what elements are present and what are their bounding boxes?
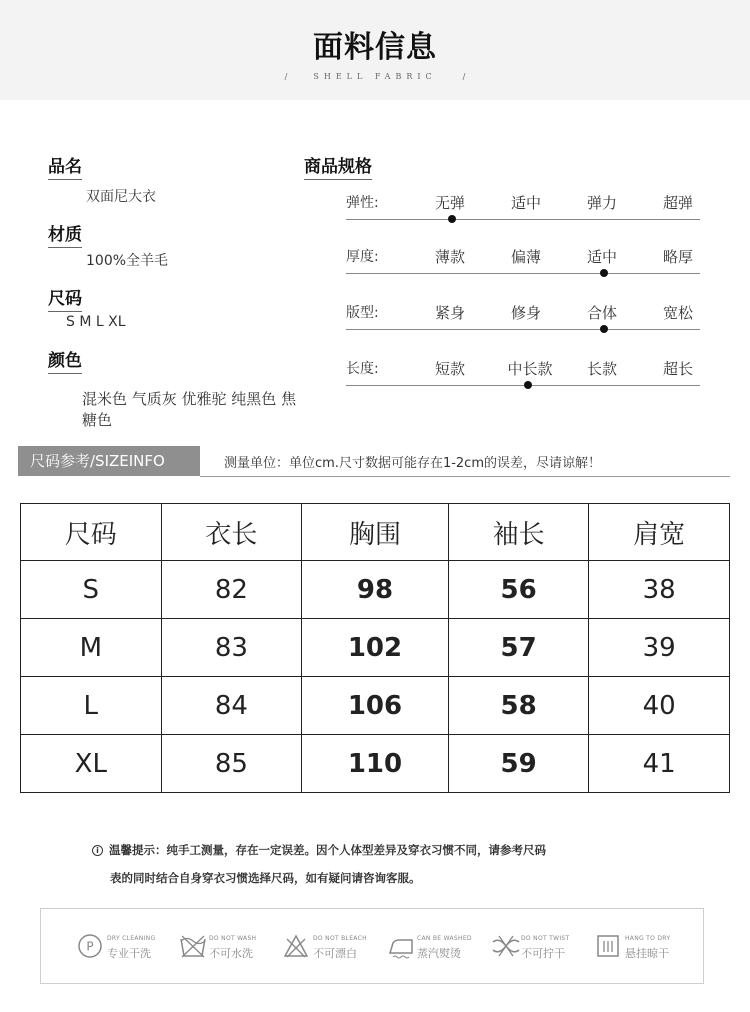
spec-option: 修身 [510, 304, 542, 322]
table-cell: XL [21, 735, 162, 793]
table-cell: 84 [161, 677, 302, 735]
table-cell: 82 [161, 561, 302, 619]
size-ref-divider [200, 476, 730, 477]
spec-option: 偏薄 [510, 248, 542, 266]
spec-name: 长度: [346, 361, 379, 377]
table-cell: M [21, 619, 162, 677]
table-cell: 41 [589, 735, 730, 793]
info-icon: i [92, 845, 103, 856]
care-en: DRY CLEANING [107, 935, 156, 942]
spec-option: 弹力 [586, 194, 618, 212]
table-row [21, 619, 730, 677]
spec-option: 无弹 [434, 194, 466, 212]
table-cell: 57 [448, 619, 589, 677]
color-value: 混米色 气质灰 优雅驼 纯黑色 焦糖色 [82, 390, 297, 429]
care-zh: 不可漂白 [313, 947, 357, 960]
material-value: 100%全羊毛 [86, 253, 169, 269]
table-cell: 102 [302, 619, 449, 677]
table-cell: 40 [589, 677, 730, 735]
table-header-row [21, 504, 730, 561]
spec-row-length [346, 358, 702, 398]
color-label: 颜色 [48, 346, 82, 371]
table-cell: 106 [302, 677, 449, 735]
spec-option: 超弹 [662, 194, 694, 212]
subtitle-text: SHELL FABRIC [313, 72, 437, 81]
tip-text-2: 表的同时结合自身穿衣习惯选择尺码，如有疑问请咨询客服。 [110, 871, 421, 885]
table-cell: 83 [161, 619, 302, 677]
spec-name: 弹性: [346, 195, 379, 211]
spec-name: 厚度: [346, 249, 379, 265]
care-en: DO NOT WASH [209, 935, 257, 942]
spec-option: 薄款 [434, 248, 466, 266]
table-cell: 38 [589, 561, 730, 619]
care-en: DO NOT BLEACH [313, 935, 367, 942]
care-en: CAN BE WASHED [417, 935, 472, 942]
table-header-cell: 胸围 [302, 504, 449, 561]
hang-dry-icon [595, 933, 621, 959]
care-en: DO NOT TWIST [521, 935, 570, 942]
spec-option: 宽松 [662, 304, 694, 322]
size-table [20, 503, 730, 793]
table-cell: 110 [302, 735, 449, 793]
table-header-cell: 衣长 [161, 504, 302, 561]
subtitle-slash-left: / [284, 72, 288, 81]
spec-option: 略厚 [662, 248, 694, 266]
care-instructions [40, 908, 704, 984]
spec-selected-dot [524, 381, 532, 389]
spec-selected-dot [448, 215, 456, 223]
dry-clean-icon [77, 933, 103, 959]
spec-scale-line [346, 385, 700, 386]
table-header-cell: 尺码 [21, 504, 162, 561]
size-ref-label: 尺码参考/SIZEINFO [18, 446, 200, 476]
spec-scale-line [346, 273, 700, 274]
table-cell: S [21, 561, 162, 619]
spec-option: 短款 [434, 360, 466, 378]
size-value: S M L XL [66, 314, 126, 330]
spec-option: 适中 [510, 194, 542, 212]
iron-icon [387, 933, 415, 959]
table-row [21, 735, 730, 793]
table-header-cell: 肩宽 [589, 504, 730, 561]
spec-title: 商品规格 [304, 152, 372, 177]
tip-line-1 [92, 842, 546, 858]
size-ref-note: 测量单位：单位cm.尺寸数据可能存在1-2cm的误差，尽请谅解！ [224, 456, 601, 471]
material-label: 材质 [48, 220, 82, 245]
tip-text-1: 温馨提示：纯手工测量，存在一定误差。因个人体型差异及穿衣习惯不同，请参考尺码 [109, 843, 546, 857]
spec-option: 超长 [662, 360, 694, 378]
do-not-wash-icon [179, 933, 207, 959]
name-value: 双面尼大衣 [86, 189, 156, 205]
page-header [0, 0, 750, 100]
care-en: HANG TO DRY [625, 935, 671, 942]
spec-name: 版型: [346, 305, 379, 321]
spec-scale-line [346, 329, 700, 330]
table-header-cell: 袖长 [448, 504, 589, 561]
table-cell: L [21, 677, 162, 735]
spec-selected-dot [600, 325, 608, 333]
spec-option: 适中 [586, 248, 618, 266]
do-not-twist-icon [491, 933, 521, 959]
care-zh: 专业干洗 [107, 947, 151, 960]
care-zh: 不可水洗 [209, 947, 253, 960]
spec-scale-line [346, 219, 700, 220]
table-row [21, 677, 730, 735]
table-row [21, 561, 730, 619]
name-label: 品名 [48, 152, 82, 177]
table-cell: 58 [448, 677, 589, 735]
spec-option: 紧身 [434, 304, 466, 322]
size-label: 尺码 [48, 284, 82, 309]
page-subtitle [0, 72, 750, 81]
table-cell: 85 [161, 735, 302, 793]
svg-text:P: P [86, 939, 94, 954]
spec-row-thickness [346, 246, 702, 286]
spec-option: 长款 [586, 360, 618, 378]
spec-row-elasticity [346, 192, 702, 232]
table-cell: 98 [302, 561, 449, 619]
page-title: 面料信息 [313, 30, 437, 65]
table-cell: 39 [589, 619, 730, 677]
table-cell: 56 [448, 561, 589, 619]
spec-selected-dot [600, 269, 608, 277]
subtitle-slash-right: / [462, 72, 466, 81]
spec-option: 合体 [586, 304, 618, 322]
care-zh: 蒸汽熨烫 [417, 947, 461, 960]
spec-row-fit [346, 302, 702, 342]
table-cell: 59 [448, 735, 589, 793]
do-not-bleach-icon [283, 933, 309, 959]
care-zh: 不可拧干 [521, 947, 565, 960]
care-zh: 悬挂晾干 [625, 947, 669, 960]
spec-option: 中长款 [507, 360, 553, 378]
